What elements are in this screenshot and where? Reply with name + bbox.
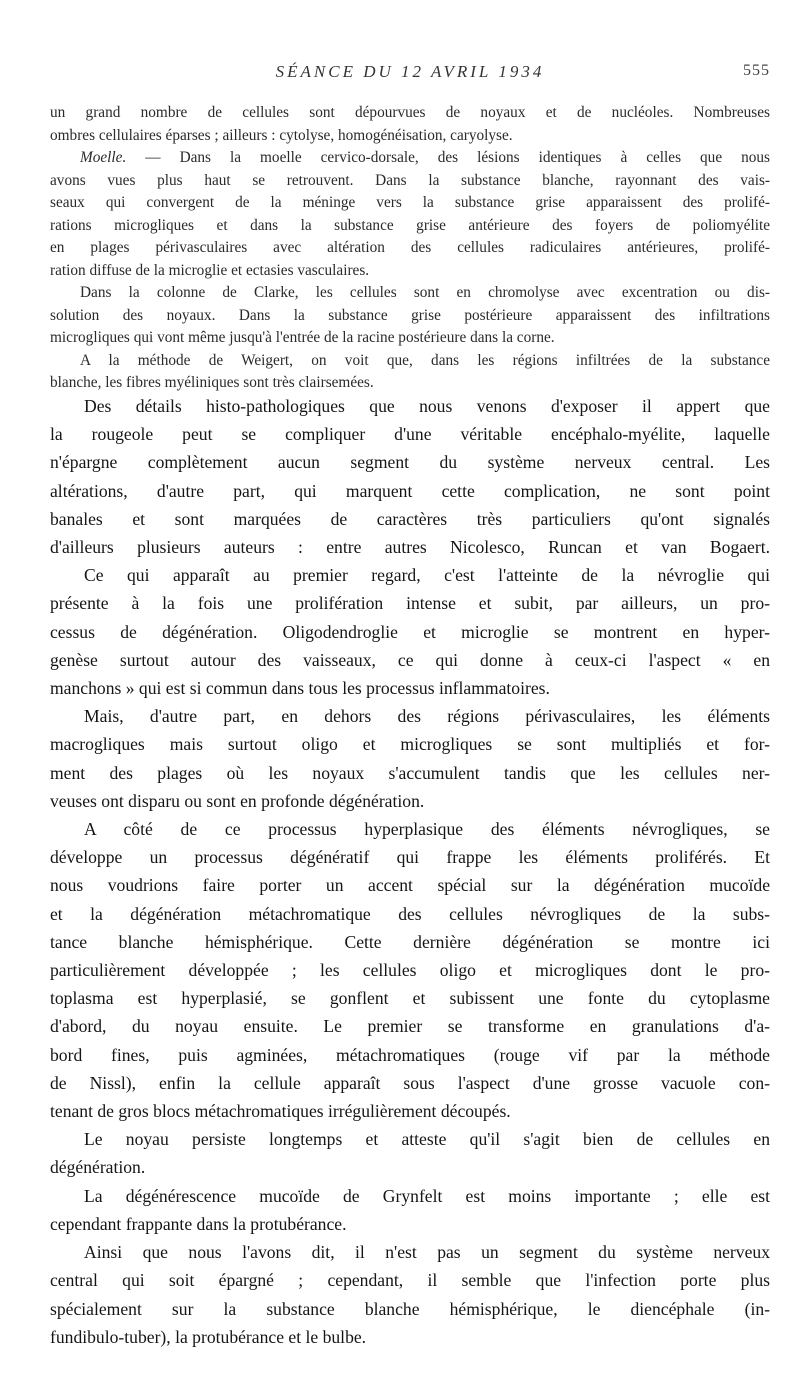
text-line: bord fines, puis agminées, métachromatiques (rouge vif par la méthode bbox=[50, 1044, 770, 1065]
text-line: blanche, les fibres myéliniques sont très clairsemées. bbox=[50, 374, 374, 391]
text-line: veuses ont disparu ou sont en profonde dégénération. bbox=[50, 790, 425, 811]
text-line: Moelle. — Dans la moelle cervico-dorsale, des lésions identiques à celles que nous bbox=[80, 149, 770, 166]
text-line: nous voudrions faire porter un accent spécial sur la dégénération mucoïde bbox=[50, 875, 770, 896]
text-line: ombres cellulaires éparses ; ailleurs : cytolyse, homogénéisation, caryolyse. bbox=[50, 126, 513, 144]
text-line: en plages périvasculaires avec altération des cellules radiculaires antérieures, prolifé- bbox=[50, 239, 770, 256]
text-line: d'abord, du noyau ensuite. Le premier se transforme en granulations d'a- bbox=[50, 1016, 770, 1037]
text-line: n'épargne complètement aucun segment du système nerveux central. Les bbox=[50, 452, 770, 473]
text-line: dégénération. bbox=[50, 1157, 146, 1178]
text-line: rations microgliques et dans la substance grise antérieure des foyers de poliomyélite bbox=[50, 216, 770, 234]
text-line: altérations, d'autre part, qui marquent cette complication, ne sont point bbox=[50, 480, 770, 501]
text-line: Ainsi que nous l'avons dit, il n'est pas un segment du système nerveux bbox=[84, 1242, 770, 1263]
text-line: A la méthode de Weigert, on voit que, dans les régions infiltrées de la substance bbox=[80, 351, 770, 369]
text-line: Mais, d'autre part, en dehors des régions périvasculaires, les éléments bbox=[84, 706, 770, 727]
text-line: particulièrement développée ; les cellules oligo et microgliques dont le pro- bbox=[50, 960, 770, 981]
section-lead-in: Moelle. bbox=[80, 149, 127, 166]
text-line: microgliques qui vont même jusqu'à l'entrée de la racine postérieure dans la corne. bbox=[50, 329, 555, 346]
page-number: 555 bbox=[743, 62, 770, 79]
page-header bbox=[50, 62, 770, 90]
text-line: Ce qui apparaît au premier regard, c'est l'atteinte de la névroglie qui bbox=[84, 565, 770, 586]
text-line: La dégénérescence mucoïde de Grynfelt est moins importante ; elle est bbox=[84, 1185, 770, 1206]
text-line: ment des plages où les noyaux s'accumulent tandis que les cellules ner- bbox=[50, 762, 770, 783]
text-line: genèse surtout autour des vaisseaux, ce qui donne à ceux-ci l'aspect « en bbox=[50, 649, 770, 670]
text-line: seaux qui convergent de la méninge vers la substance grise apparaissent des prolifé- bbox=[50, 194, 770, 211]
text-line: toplasma est hyperplasié, se gonflent et subissent une fonte du cytoplasme bbox=[50, 988, 770, 1009]
text-line: cependant frappante dans la protubérance. bbox=[50, 1213, 347, 1234]
text-line: banales et sont marquées de caractères très particuliers qu'ont signalés bbox=[50, 508, 770, 529]
text-line: développe un processus dégénératif qui frappe les éléments proliférés. Et bbox=[50, 847, 770, 868]
text-line: cessus de dégénération. Oligodendroglie et microglie se montrent en hyper- bbox=[50, 621, 770, 642]
text-line: la rougeole peut se compliquer d'une véritable encéphalo-myélite, laquelle bbox=[50, 424, 770, 445]
text-line: fundibulo-tuber), la protubérance et le bulbe. bbox=[50, 1326, 367, 1347]
text-line: solution des noyaux. Dans la substance grise postérieure apparaissent des infiltrations bbox=[50, 306, 770, 324]
text-line: un grand nombre de cellules sont dépourvues de noyaux et de nucléoles. Nombreuses bbox=[50, 104, 770, 121]
text-line: tenant de gros blocs métachromatiques irrégulièrement découpés. bbox=[50, 1101, 511, 1122]
discussion-text bbox=[50, 392, 770, 1351]
text-line: présente à la fois une prolifération intense et subit, par ailleurs, un pro- bbox=[50, 593, 770, 614]
text-line: A côté de ce processus hyperplasique des éléments névrogliques, se bbox=[84, 819, 770, 840]
text-line: et la dégénération métachromatique des cellules névrogliques de la subs- bbox=[50, 903, 770, 924]
text-line: d'ailleurs plusieurs auteurs : entre autres Nicolesco, Runcan et van Bogaert. bbox=[50, 537, 770, 558]
text-line: Dans la colonne de Clarke, les cellules sont en chromolyse avec excentration ou dis- bbox=[80, 284, 770, 301]
text-line: macrogliques mais surtout oligo et microgliques se sont multipliés et for- bbox=[50, 734, 770, 755]
text-line: Le noyau persiste longtemps et atteste qu'il s'agit bien de cellules en bbox=[84, 1129, 770, 1150]
text-line: spécialement sur la substance blanche hémisphérique, le diencéphale (in- bbox=[50, 1298, 770, 1319]
text-line: tance blanche hémisphérique. Cette dernière dégénération se montre ici bbox=[50, 931, 770, 952]
text-line: Des détails histo-pathologiques que nous venons d'exposer il appert que bbox=[84, 396, 770, 416]
clinical-findings-text bbox=[50, 102, 770, 395]
text-line: ration diffuse de la microglie et ectasies vasculaires. bbox=[50, 261, 370, 279]
text-line: central qui soit épargné ; cependant, il semble que l'infection porte plus bbox=[50, 1270, 770, 1291]
text-line: manchons » qui est si commun dans tous les processus inflammatoires. bbox=[50, 678, 550, 699]
text-line: de Nissl), enfin la cellule apparaît sous l'aspect d'une grosse vacuole con- bbox=[50, 1072, 770, 1093]
text-line: avons vues plus haut se retrouvent. Dans la substance blanche, rayonnant des vais- bbox=[50, 171, 770, 189]
running-title: SÉANCE DU 12 AVRIL 1934 bbox=[275, 62, 545, 81]
